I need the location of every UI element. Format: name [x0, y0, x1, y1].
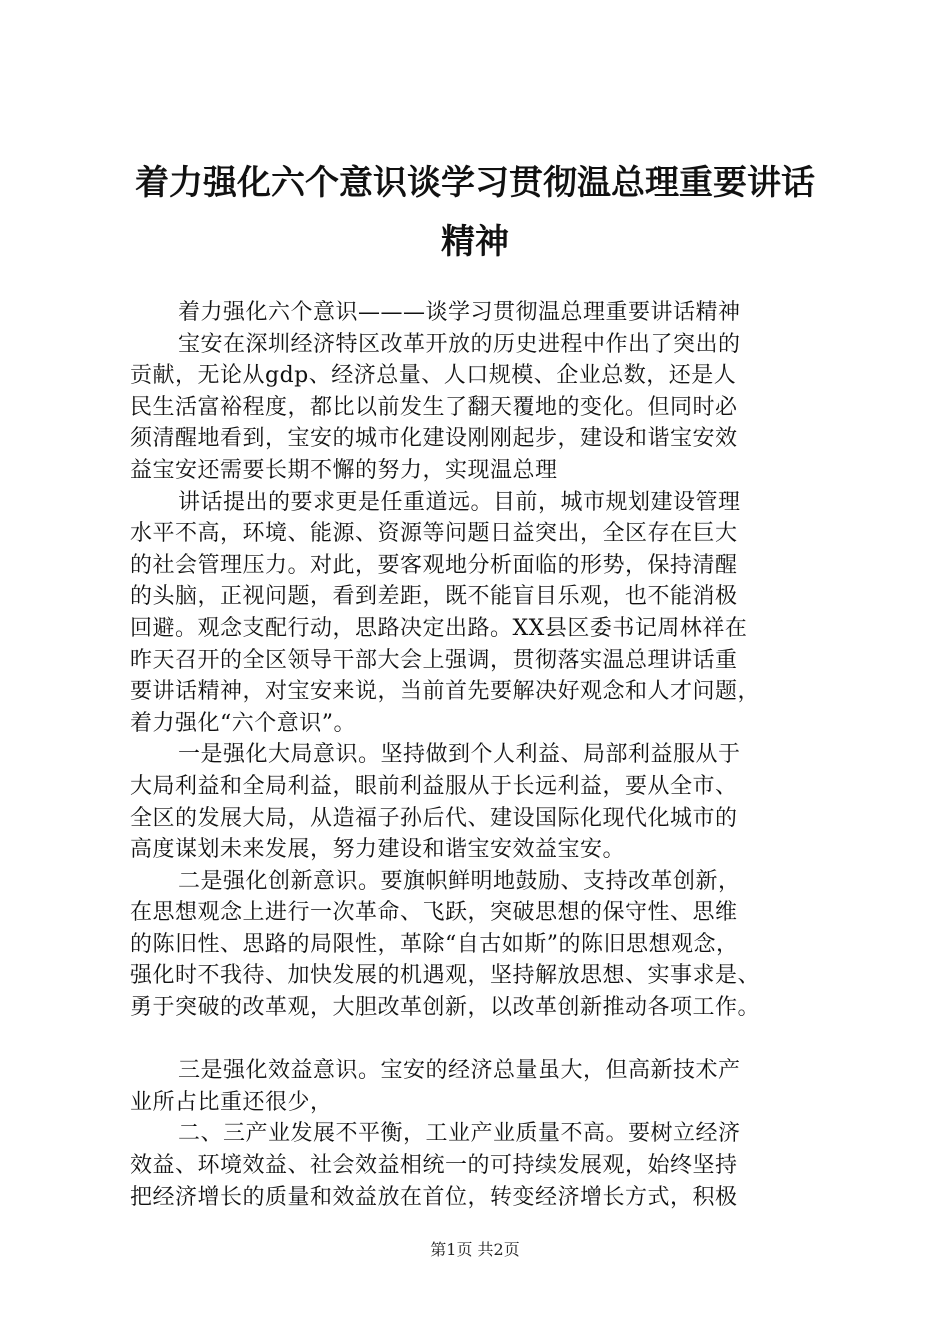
text-line: 二、三产业发展不平衡，工业产业质量不高。要树立经济: [178, 1121, 741, 1147]
text-line: 着力强化六个意识———谈学习贯彻温总理重要讲话精神: [178, 300, 741, 325]
text-line: 全区的发展大局，从造福子孙后代、建设国际化现代化城市的: [130, 805, 738, 831]
text-line: 高度谋划未来发展，努力建设和谐宝安效益宝安。: [130, 837, 626, 863]
text-line: 在思想观念上进行一次革命、飞跃，突破思想的保守性、思维: [130, 900, 738, 926]
text-line: 宝安在深圳经济特区改革开放的历史进程中作出了突出的: [178, 331, 741, 357]
text-line: 贡献，无论从gdp、经济总量、人口规模、企业总数，还是人: [130, 363, 737, 389]
text-line: 二是强化创新意识。要旗帜鲜明地鼓励、支持改革创新，: [178, 868, 741, 894]
text-line: 业所占比重还很少，: [130, 1089, 333, 1115]
text-line: [130, 1024, 830, 1056]
text-line: 讲话提出的要求更是任重道远。目前，城市规划建设管理: [178, 489, 741, 515]
text-line: 回避。观念支配行动，思路决定出路。XX县区委书记周林祥在: [130, 615, 748, 641]
text-line: 益宝安还需要长期不懈的努力，实现温总理: [130, 457, 558, 483]
document-title-line1: 着力强化六个意识谈学习贯彻温总理重要讲话: [135, 163, 815, 203]
text-line: 着力强化“六个意识”。: [130, 710, 356, 736]
text-line: 的头脑，正视问题，看到差距，既不能盲目乐观，也不能消极: [130, 584, 738, 610]
text-line: 大局利益和全局利益，眼前利益服从于长远利益，要从全市、: [130, 773, 738, 799]
text-line: 的陈旧性、思路的局限性，革除“自古如斯”的陈旧思想观念，: [130, 931, 739, 957]
text-line: 三是强化效益意识。宝安的经济总量虽大，但高新技术产: [178, 1058, 741, 1084]
text-line: 水平不高，环境、能源、资源等问题日益突出，全区存在巨大: [130, 521, 738, 547]
page-footer: 第1页 共2页: [430, 1240, 520, 1259]
text-line: 一是强化大局意识。坚持做到个人利益、局部利益服从于: [178, 742, 741, 768]
text-line: 要讲话精神，对宝安来说，当前首先要解决好观念和人才问题，: [130, 679, 761, 705]
text-line: 把经济增长的质量和效益放在首位，转变经济增长方式，积极: [130, 1184, 738, 1210]
text-line: 效益、环境效益、社会效益相统一的可持续发展观，始终坚持: [130, 1153, 738, 1179]
text-line: 昨天召开的全区领导干部大会上强调，贯彻落实温总理讲话重: [130, 647, 738, 673]
text-line: 民生活富裕程度，都比以前发生了翻天覆地的变化。但同时必: [130, 394, 738, 420]
document-title-line2: 精神: [441, 222, 509, 262]
document-body: [130, 297, 830, 1213]
text-line: 强化时不我待、加快发展的机遇观，坚持解放思想、实事求是、: [130, 963, 761, 989]
text-line: 的社会管理压力。对此，要客观地分析面临的形势，保持清醒: [130, 552, 738, 578]
text-line: 勇于突破的改革观，大胆改革创新，以改革创新推动各项工作。: [130, 995, 761, 1021]
text-line: 须清醒地看到，宝安的城市化建设刚刚起步，建设和谐宝安效: [130, 426, 738, 452]
